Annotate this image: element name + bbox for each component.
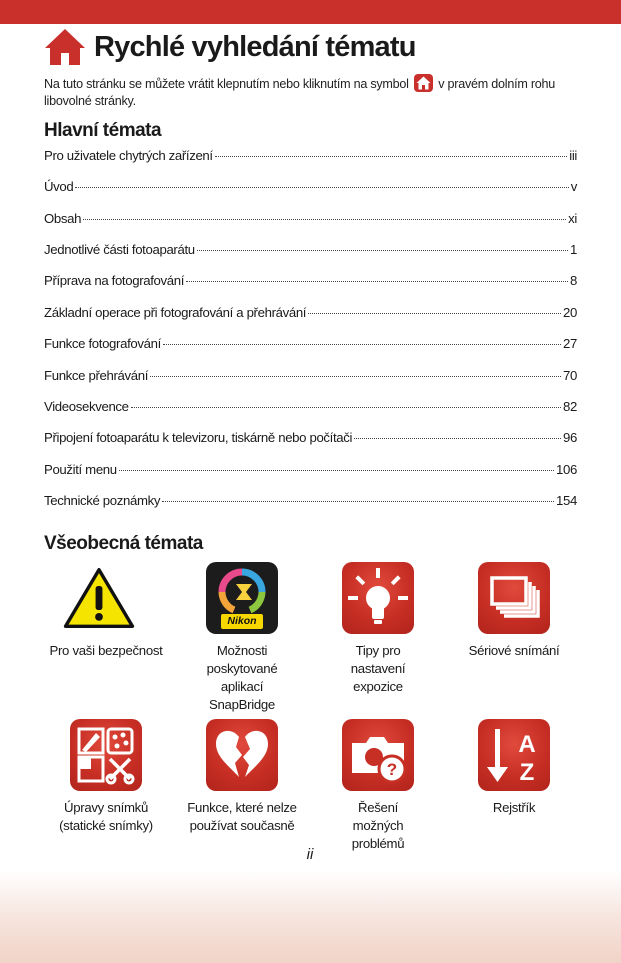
- topic-label-troubleshooting[interactable]: Řešení možných problémů: [351, 800, 405, 851]
- intro-text-before: Na tuto stránku se můžete vrátit klepnutím nebo kliknutím na symbol: [44, 77, 409, 91]
- topic-label-restrictions[interactable]: Funkce, které nelze používat současně: [187, 800, 297, 833]
- toc-item-title[interactable]: Pro uživatele chytrých zařízení: [44, 148, 213, 163]
- topic-label-exposure-tips[interactable]: Tipy pro nastavení expozice: [350, 643, 406, 694]
- toc-leader-dots: [150, 376, 561, 377]
- toc-item-title[interactable]: Úvod: [44, 179, 74, 195]
- toc-item-page[interactable]: iii: [569, 148, 577, 163]
- topic-label-continuous[interactable]: Sériové snímání: [468, 643, 560, 658]
- intro-text-after: v pravém dolním rohu libovolné stránky.: [44, 77, 556, 108]
- top-color-bar: [0, 0, 621, 24]
- toc-item-title[interactable]: Funkce přehrávání: [44, 367, 149, 383]
- toc-item-movies[interactable]: [44, 399, 577, 430]
- warning-icon[interactable]: [63, 562, 135, 634]
- general-topics-heading: Všeobecná témata: [44, 533, 203, 554]
- toc-item-title[interactable]: Obsah: [44, 210, 82, 226]
- topic-label-snapbridge[interactable]: Možnosti poskytované aplikací SnapBridge: [206, 643, 278, 712]
- toc-item-title[interactable]: Základní operace při fotografování a přehrávání: [44, 304, 307, 320]
- toc-item-technical-notes[interactable]: [44, 493, 577, 524]
- toc-item-page[interactable]: 20: [563, 304, 577, 320]
- toc-item-page[interactable]: 8: [570, 273, 577, 289]
- toc-item-page[interactable]: 106: [556, 461, 577, 477]
- toc-item-page[interactable]: 96: [563, 430, 577, 446]
- troubleshooting-camera-icon[interactable]: [342, 719, 414, 791]
- toc-item-title[interactable]: Videosekvence: [44, 398, 129, 414]
- broken-heart-icon[interactable]: [206, 719, 278, 791]
- svg-text:?: ?: [386, 760, 398, 779]
- toc-item-introduction[interactable]: [44, 179, 577, 210]
- toc-item-page[interactable]: 70: [563, 367, 577, 383]
- svg-text:Z: Z: [519, 759, 535, 786]
- topic-label-image-editing[interactable]: Úpravy snímků (statické snímky): [59, 800, 153, 833]
- toc-item-title[interactable]: Jednotlivé části fotoaparátu: [44, 242, 195, 258]
- topic-label-safety[interactable]: Pro vaši bezpečnost: [49, 643, 163, 658]
- toc-leader-dots: [163, 344, 561, 345]
- index-az-icon[interactable]: [478, 719, 550, 791]
- toc-item-page[interactable]: 82: [563, 398, 577, 414]
- topic-label-index[interactable]: Rejstřík: [492, 800, 536, 815]
- toc-item-title[interactable]: Funkce fotografování: [44, 336, 161, 352]
- image-editing-icon[interactable]: [70, 719, 142, 791]
- bottom-gradient: [0, 870, 621, 963]
- toc-item-page[interactable]: 1: [570, 242, 577, 258]
- toc-item-shooting-features[interactable]: [44, 336, 577, 367]
- page-title: Rychlé vyhledání tématu: [94, 31, 416, 63]
- toc-item-title[interactable]: Použití menu: [44, 461, 117, 477]
- toc-item-camera-parts[interactable]: [44, 242, 577, 273]
- toc-leader-dots: [119, 470, 554, 471]
- toc-item-title[interactable]: Připojení fotoaparátu k televizoru, tiskárně nebo počítači: [44, 430, 353, 446]
- continuous-shooting-icon[interactable]: [478, 562, 550, 634]
- lightbulb-icon[interactable]: [342, 562, 414, 634]
- snapbridge-app-icon[interactable]: [206, 562, 278, 634]
- toc-leader-dots: [131, 407, 561, 408]
- toc-item-smart-device-users[interactable]: [44, 148, 577, 179]
- svg-text:A: A: [518, 731, 536, 758]
- toc-item-connecting[interactable]: [44, 430, 577, 461]
- toc-item-title[interactable]: Technické poznámky: [44, 492, 161, 508]
- main-topics-heading: Hlavní témata: [44, 120, 162, 141]
- toc-item-playback-features[interactable]: [44, 368, 577, 399]
- home-symbol-icon: [414, 74, 433, 92]
- intro-text: [44, 74, 584, 110]
- toc-leader-dots: [215, 156, 568, 157]
- toc-leader-dots: [75, 187, 568, 188]
- toc-item-page[interactable]: v: [570, 179, 577, 195]
- page-number: ii: [306, 846, 314, 863]
- toc-item-page[interactable]: xi: [568, 210, 577, 226]
- home-icon: [44, 28, 86, 66]
- toc-leader-dots: [83, 219, 566, 220]
- toc-leader-dots: [162, 501, 554, 502]
- toc-leader-dots: [354, 438, 561, 439]
- main-topics-list: [44, 148, 577, 524]
- toc-item-page[interactable]: 154: [556, 492, 577, 508]
- toc-leader-dots: [197, 250, 568, 251]
- toc-item-using-menu[interactable]: [44, 462, 577, 493]
- toc-leader-dots: [308, 313, 561, 314]
- toc-item-preparation[interactable]: [44, 273, 577, 304]
- toc-item-basic-operations[interactable]: [44, 305, 577, 336]
- toc-leader-dots: [186, 281, 568, 282]
- nikon-logo: Nikon: [227, 615, 257, 627]
- toc-item-title[interactable]: Příprava na fotografování: [44, 273, 185, 289]
- toc-item-page[interactable]: 27: [563, 336, 577, 352]
- toc-item-contents[interactable]: [44, 211, 577, 242]
